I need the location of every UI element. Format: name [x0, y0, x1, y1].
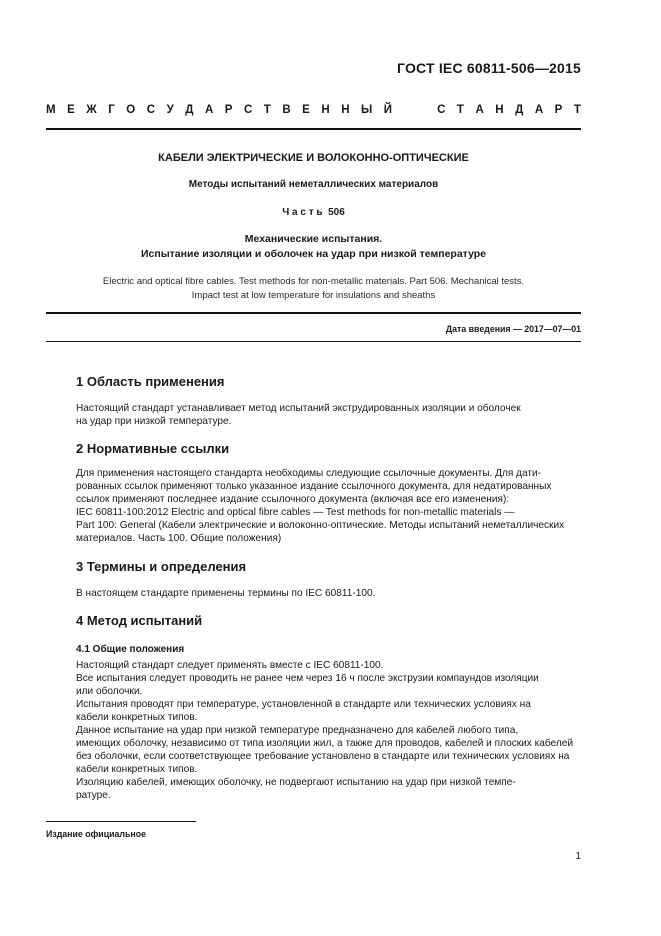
section-4-heading: 4 Метод испытаний	[76, 613, 203, 628]
banner-letter: В	[282, 104, 291, 116]
text-line: рованных ссылок применяют только указанное издание ссылочного документа, для недатированных	[76, 481, 552, 492]
header-rule	[46, 128, 581, 130]
banner-letter: Й	[383, 104, 393, 116]
text-line: имеющих оболочку, независимо от типа изоляции жил, а также для проводов, кабелей и плоских кабелей	[76, 738, 573, 749]
banner-letter: А	[475, 104, 484, 116]
section-1-heading: 1 Область применения	[76, 374, 225, 389]
title-rule	[46, 312, 581, 314]
banner-letter: Т	[456, 104, 464, 116]
introduction-date: Дата введения — 2017—07—01	[445, 324, 581, 334]
date-rule	[46, 341, 581, 342]
banner-letter: С	[437, 104, 446, 116]
banner-letter: Е	[67, 104, 75, 116]
text-line: кабели конкретных типов.	[76, 712, 198, 723]
text-line: Все испытания следует проводить не ранее чем через 16 ч после экструзии компаундов изоляции	[76, 673, 539, 684]
banner-letter: Н	[341, 104, 350, 116]
banner-letter: Р	[224, 104, 233, 116]
document-subtitle: Методы испытаний неметаллических материалов	[188, 179, 439, 190]
text-line: ратуре.	[76, 790, 111, 801]
document-title: КАБЕЛИ ЭЛЕКТРИЧЕСКИЕ И ВОЛОКОННО-ОПТИЧЕСКИЕ	[158, 152, 469, 164]
banner-letter: Д	[185, 104, 194, 116]
banner-letter: Ы	[361, 104, 373, 116]
section-3-heading: 3 Термины и определения	[76, 559, 247, 574]
text-line: кабели конкретных типов.	[76, 764, 198, 775]
footer-rule	[46, 821, 196, 822]
text-line: Данное испытание на удар при низкой температуре предназначено для кабелей любого типа,	[76, 725, 519, 736]
banner-letter: У	[166, 104, 174, 116]
banner-letter: С	[146, 104, 156, 116]
text-line: без оболочки, если соответствующее требование установлено в стандарте или технических условиях на	[76, 751, 570, 762]
banner-letter: Т	[263, 104, 271, 116]
banner-letter: Т	[573, 104, 581, 116]
text-line: Part 100: General (Кабели электрические и волоконно-оптические. Методы испытаний неметаллических	[76, 520, 565, 531]
text-line: Настоящий стандарт следует применять вместе с IEC 60811-100.	[76, 660, 384, 671]
banner-gap	[404, 104, 426, 116]
section-2-text	[76, 467, 581, 545]
text-line: IEC 60811-100:2012 Electric and optical fibre cables — Test methods for non-metallic materials —	[76, 507, 515, 518]
text-line: материалов. Часть 100. Общие положения)	[76, 533, 282, 544]
section-2-heading: 2 Нормативные ссылки	[76, 441, 230, 456]
english-title-line-2: Impact test at low temperature for insulations and sheaths	[191, 290, 436, 301]
part-title-line-2: Испытание изоляции и оболочек на удар при низкой температуре	[140, 248, 487, 260]
part-title	[46, 232, 581, 262]
section-4-text	[76, 659, 581, 802]
subsection-4-1-heading: 4.1 Общие положения	[76, 644, 185, 655]
banner-letter: А	[204, 104, 214, 116]
part-title-line-1: Механические испытания.	[244, 233, 383, 245]
banner-letter: Ж	[86, 104, 97, 116]
text-line: ссылок применяют последнее издание ссылочного документа (включая все его изменения):	[76, 494, 510, 505]
english-title-line-1: Electric and optical fibre cables. Test methods for non-metallic materials. Part 506. Mechanical tests.	[102, 276, 525, 287]
banner-letter: Д	[515, 104, 524, 116]
section-1-text	[76, 402, 581, 428]
part-number: Ч а с т ь 506	[282, 207, 345, 218]
text-line: или оболочки.	[76, 686, 143, 697]
banner-letter: Н	[495, 104, 504, 116]
official-edition-label: Издание официальное	[46, 829, 146, 839]
interstate-standard-banner	[46, 104, 581, 116]
banner-letter: Г	[108, 104, 115, 116]
banner-letter: А	[534, 104, 544, 116]
text-line: Настоящий стандарт устанавливает метод испытаний экструдированных изоляции и оболочек	[76, 403, 521, 414]
standard-code: ГОСТ IEC 60811-506—2015	[397, 60, 581, 76]
banner-letter: Н	[321, 104, 330, 116]
banner-letter: О	[126, 104, 136, 116]
banner-letter: Е	[302, 104, 310, 116]
text-line: на удар при низкой температуре.	[76, 416, 232, 427]
banner-letter: С	[243, 104, 253, 116]
text-line: В настоящем стандарте применены термины по IEC 60811-100.	[76, 588, 376, 599]
page-number: 1	[575, 851, 581, 862]
section-3-text	[76, 587, 581, 600]
text-line: Испытания проводят при температуре, установленной в стандарте или технических условиях на	[76, 699, 531, 710]
text-line: Изоляцию кабелей, имеющих оболочку, не подвергают испытанию на удар при низкой темпе-	[76, 777, 516, 788]
text-line: Для применения настоящего стандарта необходимы следующие ссылочные документы. Для дати-	[76, 468, 542, 479]
english-title	[46, 275, 581, 303]
banner-letter: Р	[554, 104, 563, 116]
banner-letter: М	[46, 104, 56, 116]
